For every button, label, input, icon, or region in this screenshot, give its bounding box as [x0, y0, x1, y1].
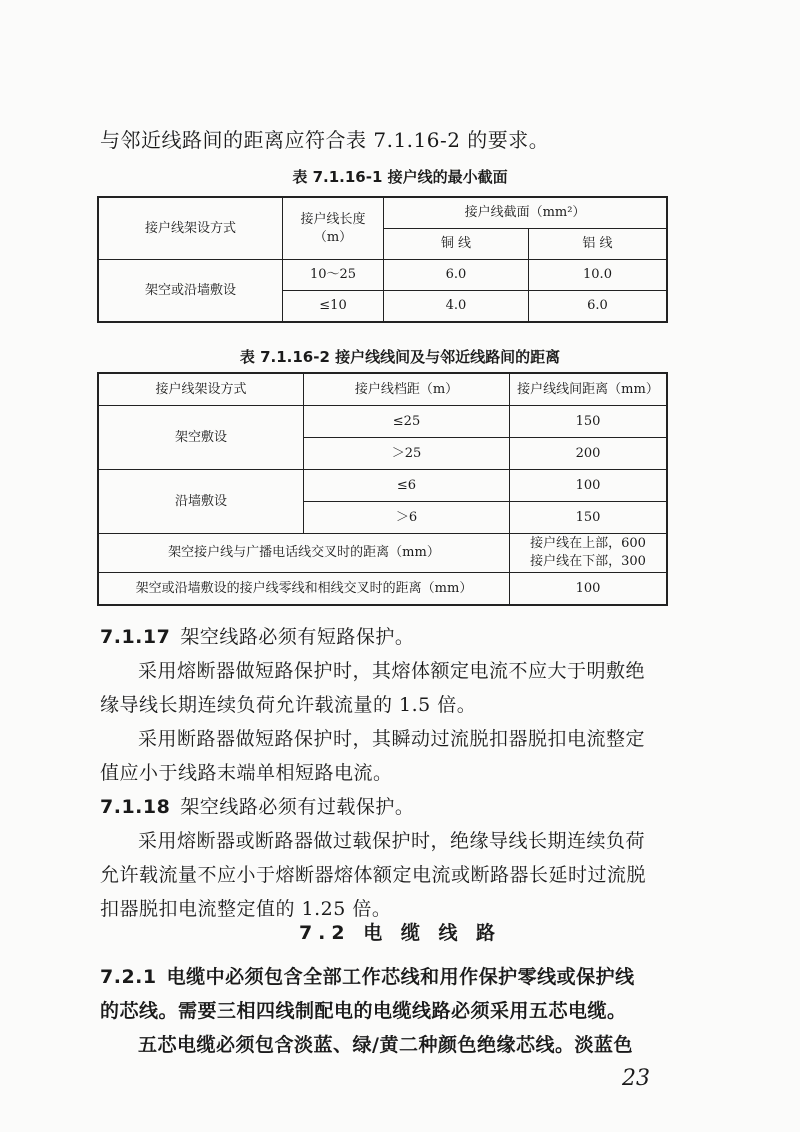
t1-header-section: 接户线截面（mm²） — [384, 197, 668, 229]
paragraph-line: 缘导线长期连续负荷允许载流量的 1.5 倍。 — [100, 694, 477, 716]
t2-span-cell: ＞6 — [304, 502, 510, 534]
t2-method-cell: 沿墙敷设 — [98, 470, 304, 534]
min-section-table — [97, 196, 668, 323]
t1-aluminum-cell: 10.0 — [529, 260, 668, 291]
intro-paragraph: 与邻近线路间的距离应符合表 7.1.16-2 的要求。 — [100, 128, 550, 152]
paragraph-line: 值应小于线路末端单相短路电流。 — [100, 762, 393, 784]
clause-7-1-17 — [100, 620, 645, 790]
t2-header-method: 接户线架设方式 — [98, 373, 304, 406]
paragraph-line: 采用熔断器或断路器做过载保护时，绝缘导线长期连续负荷 — [138, 830, 646, 852]
t2-span-cell: ≤6 — [304, 470, 510, 502]
paragraph-line — [100, 960, 635, 994]
t2-span-cell: ＞25 — [304, 438, 510, 470]
t2-header-span: 接户线档距（m） — [304, 373, 510, 406]
table2-caption: 表 7.1.16-2 接户线线间及与邻近线路间的距离 — [239, 348, 561, 366]
distance-table — [97, 372, 668, 606]
t1-method-cell: 架空或沿墙敷设 — [98, 260, 283, 323]
t2-header-distance: 接户线线间距离（mm） — [510, 373, 668, 406]
paragraph-line: 采用断路器做短路保护时，其瞬动过流脱扣器脱扣电流整定 — [138, 728, 646, 750]
clause-number: 7.2.1 — [100, 966, 157, 988]
table-row — [98, 573, 667, 606]
clause-7-1-18 — [100, 790, 646, 926]
t2-cross1-value-upper: 接户线在上部，600 — [530, 536, 646, 552]
t2-cross1-value-lower: 接户线在下部，300 — [530, 554, 646, 569]
t1-aluminum-cell: 6.0 — [529, 291, 668, 323]
paragraph-line: 扣器脱扣电流整定值的 1.25 倍。 — [100, 898, 392, 920]
paragraph-line: 采用熔断器做短路保护时，其熔体额定电流不应大于明敷绝 — [138, 660, 646, 682]
t1-header-length-unit: （m） — [313, 229, 353, 245]
t1-header-aluminum: 铝 线 — [529, 229, 668, 260]
clause-title: 架空线路必须有短路保护。 — [180, 626, 415, 648]
t2-distance-cell: 150 — [510, 502, 668, 534]
table-row — [98, 406, 667, 438]
clause-text: 电缆中必须包含全部工作芯线和用作保护零线或保护线 — [166, 966, 635, 988]
t1-header-length-label: 接户线长度 — [300, 211, 366, 227]
t2-distance-cell: 100 — [510, 470, 668, 502]
t2-cross2-label: 架空或沿墙敷设的接户线零线和相线交叉时的距离（mm） — [98, 573, 510, 606]
clause-heading — [100, 620, 645, 654]
paragraph-line: 允许载流量不应小于熔断器熔体额定电流或断路器长延时过流脱 — [100, 864, 647, 886]
table-row — [98, 260, 667, 291]
section-title: 7.2 电 缆 线 路 — [298, 922, 502, 944]
t1-length-cell: ≤10 — [283, 291, 384, 323]
t1-header-length — [283, 197, 384, 260]
paragraph-line: 的芯线。需要三相四线制配电的电缆线路必须采用五芯电缆。 — [100, 1000, 627, 1022]
clause-title: 架空线路必须有过载保护。 — [180, 796, 415, 818]
table-row — [98, 534, 667, 573]
t1-copper-cell: 6.0 — [384, 260, 529, 291]
clause-number: 7.1.17 — [100, 626, 171, 648]
t1-copper-cell: 4.0 — [384, 291, 529, 323]
table1-caption: 表 7.1.16-1 接户线的最小截面 — [292, 168, 508, 186]
table-row — [98, 470, 667, 502]
t2-span-cell: ≤25 — [304, 406, 510, 438]
t1-header-copper: 铜 线 — [384, 229, 529, 260]
t2-cross2-value: 100 — [510, 573, 668, 606]
t1-length-cell: 10～25 — [283, 260, 384, 291]
t2-cross1-value — [510, 534, 668, 573]
t2-distance-cell: 150 — [510, 406, 668, 438]
paragraph-line: 五芯电缆必须包含淡蓝、绿/黄二种颜色绝缘芯线。淡蓝色 — [138, 1034, 633, 1056]
clause-heading — [100, 790, 646, 824]
t2-cross1-label: 架空接户线与广播电话线交叉时的距离（mm） — [98, 534, 510, 573]
clause-number: 7.1.18 — [100, 796, 171, 818]
t2-method-cell: 架空敷设 — [98, 406, 304, 470]
page-number: 23 — [622, 1066, 650, 1091]
t2-distance-cell: 200 — [510, 438, 668, 470]
t1-header-method: 接户线架设方式 — [98, 197, 283, 260]
clause-7-2-1 — [100, 960, 635, 1062]
